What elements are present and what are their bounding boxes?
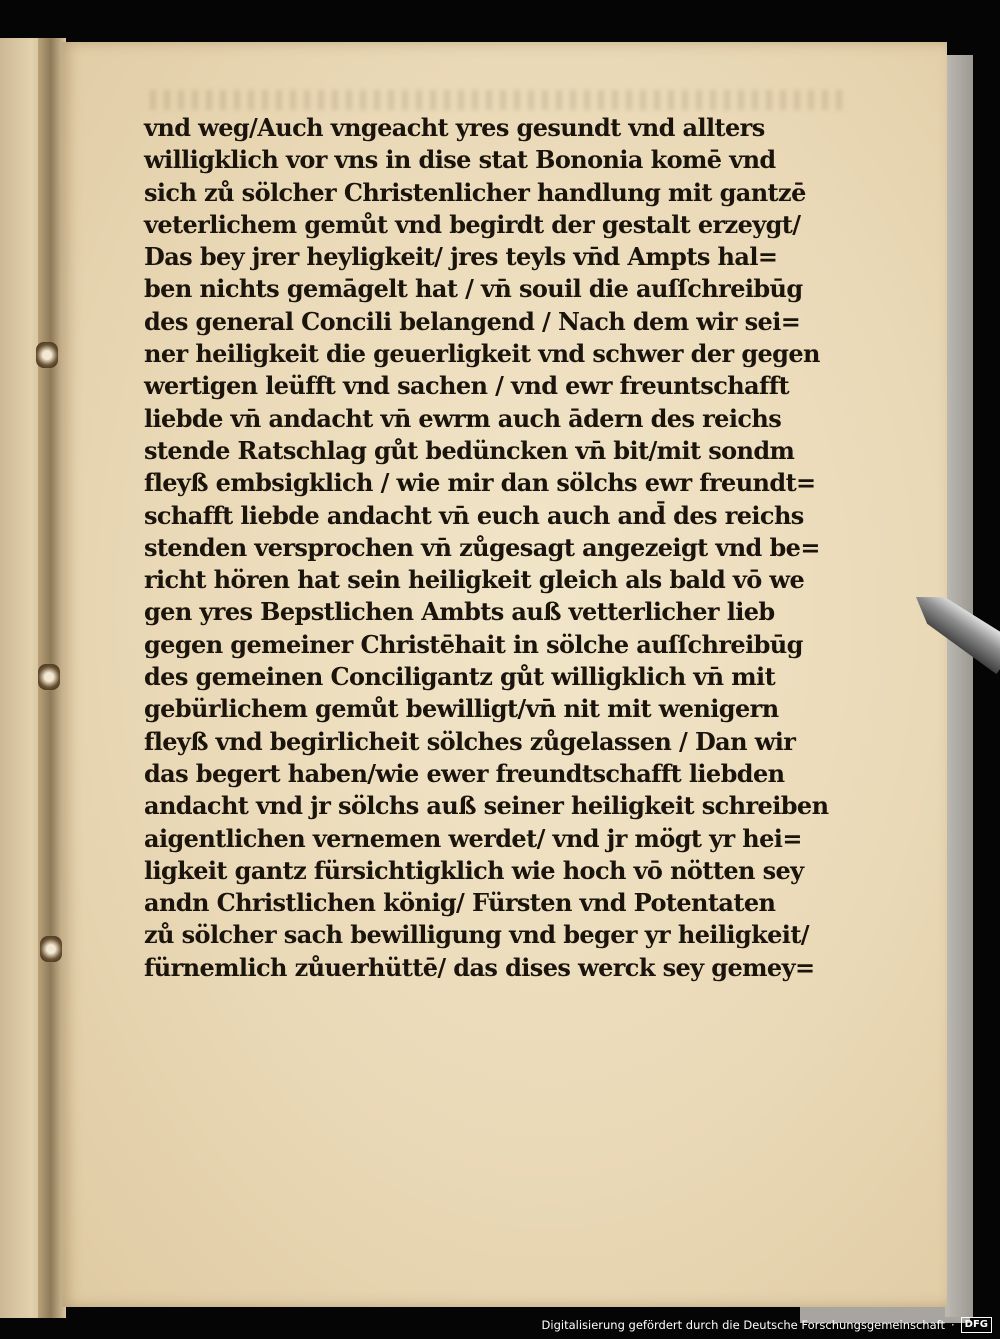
text-line: zů sölcher sach bewilligung vnd beger yr heiligkeit/	[144, 920, 809, 950]
text-line: andacht vnd jr sölchs auß seiner heiligkeit schreiben	[144, 791, 829, 821]
text-line: willigklich vor vns in dise stat Bononia komē vnd	[144, 145, 776, 175]
text-line: aigentlichen vernemen werdet/ vnd jr mögt yr hei=	[144, 823, 802, 853]
text-line: ligkeit gantz fürsichtigklich wie hoch vō nötten sey	[144, 855, 804, 885]
footer-separator: ·	[951, 1318, 955, 1332]
text-line: stende Ratschlag gůt bedüncken vn̄ bit/mit sondm	[144, 435, 795, 465]
text-line: ner heiligkeit die geuerligkeit vnd schwer der gegen	[144, 339, 820, 369]
text-line: gebürlichem gemůt bewilligt/vn̄ nit mit wenigern	[144, 694, 779, 724]
binding-stitch-top	[36, 342, 58, 368]
text-line: fleyß vnd begirlicheit sölches zůgelassen / Dan wir	[144, 726, 796, 756]
text-line: ben nichts gemāgelt hat / vn̄ souil die auſſchreibūg	[144, 274, 803, 304]
text-line: vnd weg/Auch vngeacht yres gesundt vnd allters	[144, 113, 765, 142]
text-line: gegen gemeiner Christēhait in sölche auſſchreibūg	[144, 629, 803, 659]
bleed-through-text	[150, 90, 850, 110]
binding-stitch-middle	[38, 664, 60, 690]
text-line: Das bey jrer heyligkeit/ jres teyls vn̄d Ampts hal=	[144, 242, 778, 272]
text-line: wertigen leüfft vnd sachen / vnd ewr freuntschafft	[144, 371, 789, 401]
text-line: liebde vn̄ andacht vn̄ ewrm auch ādern des reichs	[144, 403, 782, 433]
text-line: sich zů sölcher Christenlicher handlung mit gantzē	[144, 177, 806, 207]
text-line: veterlichem gemůt vnd begirdt der gestalt erzeygt/	[144, 209, 801, 239]
text-line: fürnemlich zůuerhüttē/ das dises werck sey gemey=	[144, 952, 815, 982]
text-line: des gemeinen Conciligantz gůt willigklich vn̄ mit	[144, 662, 776, 692]
page-text-block	[144, 112, 864, 984]
footer-credit	[542, 1315, 992, 1335]
text-line: gen yres Bepstlichen Ambts auß vetterlicher lieb	[144, 597, 775, 627]
text-line: richt hören hat sein heiligkeit gleich als bald vō we	[144, 565, 805, 595]
footer-credit-text: Digitalisierung gefördert durch die Deutsche Forschungsgemeinschaft	[541, 1318, 945, 1332]
text-line: das begert haben/wie ewer freundtschafft liebden	[144, 758, 785, 788]
dfg-logo-icon: DFG	[961, 1317, 992, 1333]
recto-page	[62, 42, 947, 1307]
text-line: schafft liebde andacht vn̄ euch auch and̄ des reichs	[144, 500, 804, 530]
text-line: stenden versprochen vn̄ zůgesagt angezeigt vnd be=	[144, 532, 820, 562]
text-line: andn Christlichen könig/ Fürsten vnd Potentaten	[144, 888, 776, 918]
binding-stitch-bottom	[40, 936, 62, 962]
text-line: des general Concili belangend / Nach dem wir sei=	[144, 306, 801, 336]
book-board-edge	[945, 55, 973, 1317]
text-line: fleyß embsigklich / wie mir dan sölchs ewr freundt=	[144, 468, 816, 498]
